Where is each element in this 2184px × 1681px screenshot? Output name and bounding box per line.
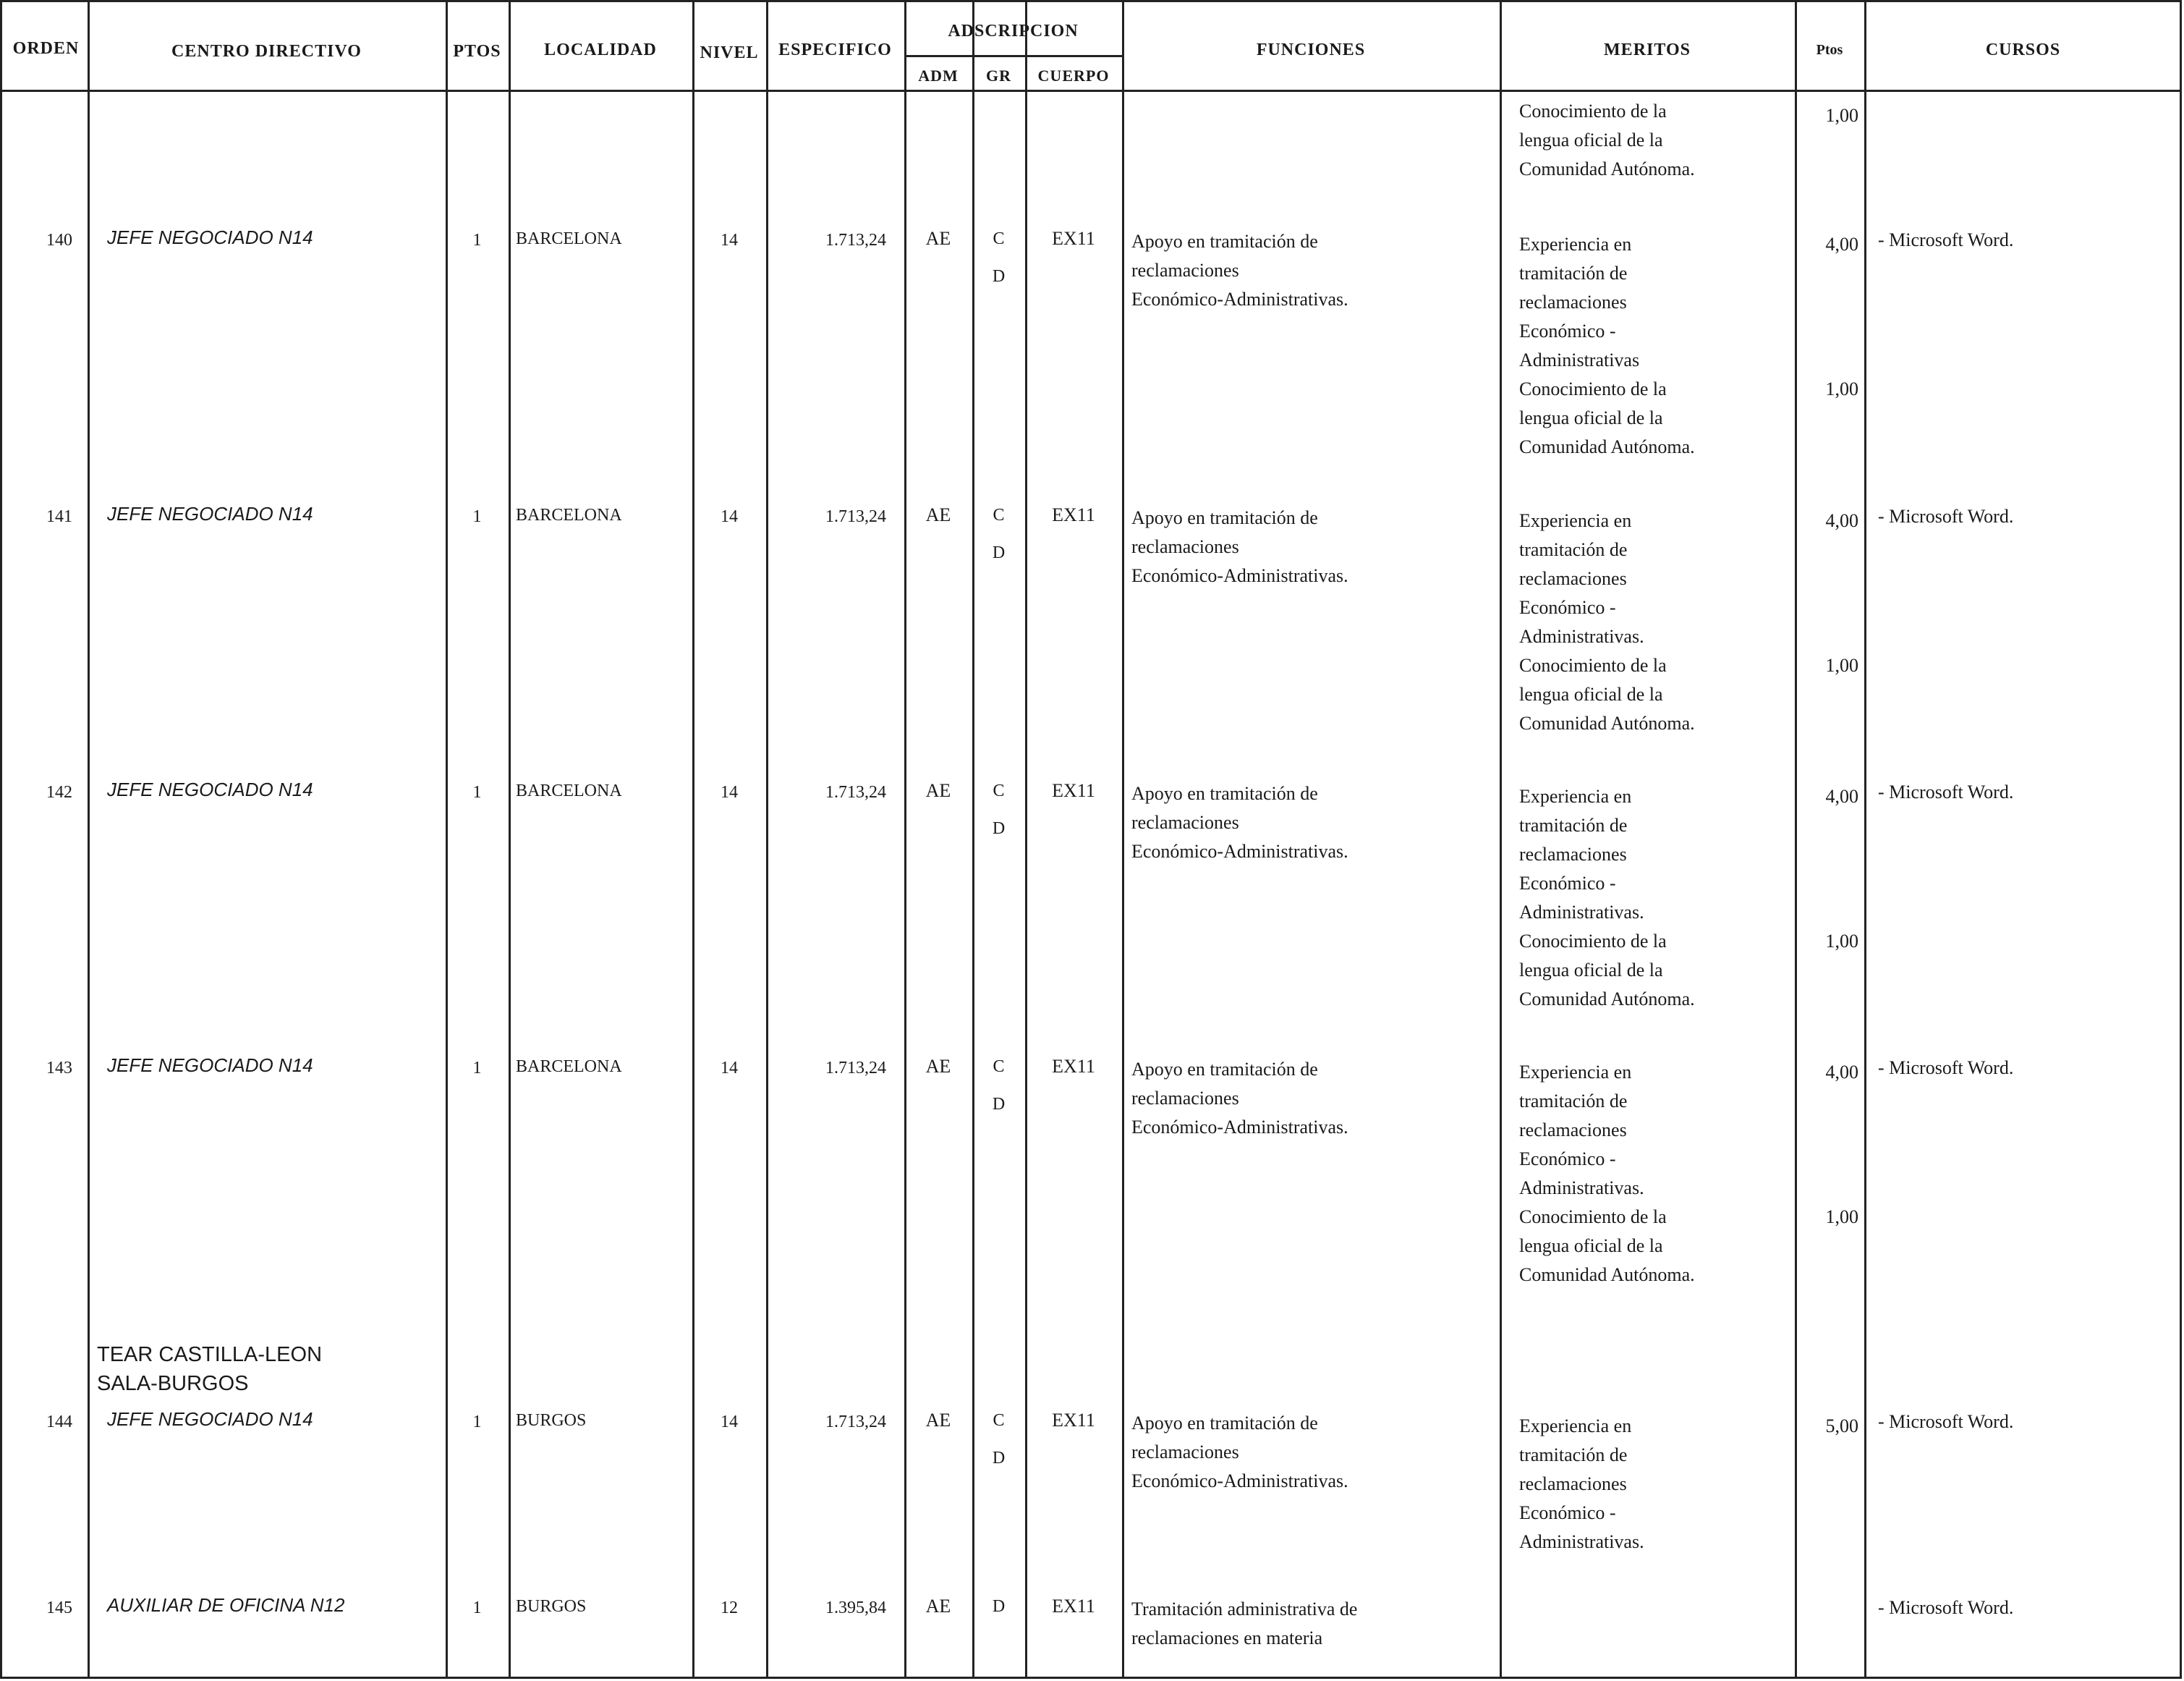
row-gr: C xyxy=(993,1057,1005,1076)
group-label-line: TEAR CASTILLA-LEON xyxy=(97,1343,323,1366)
row-localidad: BURGOS xyxy=(516,1411,587,1430)
row-ptos: 1 xyxy=(472,1413,482,1431)
row-cursos: - Microsoft Word. xyxy=(1878,229,2014,250)
row-merit-line: Conocimiento de la xyxy=(1519,931,1667,952)
row-gr: C xyxy=(993,782,1005,800)
row-merit-line: Económico - xyxy=(1519,597,1616,618)
carryover-merit-ptos: 1,00 xyxy=(1825,105,1858,126)
row-merit-line: lengua oficial de la xyxy=(1519,684,1663,705)
row-funciones-line: Apoyo en tramitación de xyxy=(1131,1059,1318,1080)
row-merit-line: Administrativas. xyxy=(1519,1531,1644,1552)
row-cursos: - Microsoft Word. xyxy=(1878,1057,2014,1078)
row-gr: D xyxy=(992,267,1006,286)
row-merit-line: Administrativas. xyxy=(1519,1177,1644,1198)
row-orden: 145 xyxy=(46,1599,72,1617)
row-funciones-line: Económico-Administrativas. xyxy=(1131,289,1348,310)
row-adm: AE xyxy=(925,1056,951,1077)
row-nivel: 14 xyxy=(721,783,738,802)
row-merit-line: Comunidad Autónoma. xyxy=(1519,436,1695,457)
row-merit-ptos: 1,00 xyxy=(1825,1206,1858,1227)
row-ptos: 1 xyxy=(472,507,482,526)
row-gr: D xyxy=(992,1449,1006,1468)
header-cuerpo: CUERPO xyxy=(1037,67,1110,85)
row-gr: C xyxy=(993,506,1005,525)
row-merit-line: reclamaciones xyxy=(1519,1473,1627,1494)
row-merit-ptos: 4,00 xyxy=(1825,234,1858,255)
row-merit-line: Comunidad Autónoma. xyxy=(1519,1264,1695,1285)
row-merit-line: reclamaciones xyxy=(1519,568,1627,589)
column-divider xyxy=(509,0,511,1679)
row-centro-directivo: JEFE NEGOCIADO N14 xyxy=(107,779,313,800)
row-merit-line: Experiencia en xyxy=(1519,234,1632,255)
header-cursos: CURSOS xyxy=(1985,41,2061,59)
row-funciones-line: Apoyo en tramitación de xyxy=(1131,231,1318,252)
row-nivel: 14 xyxy=(721,507,738,526)
row-merit-ptos: 1,00 xyxy=(1825,655,1858,676)
header-funciones: FUNCIONES xyxy=(1256,41,1366,59)
column-divider xyxy=(88,0,90,1679)
row-localidad: BARCELONA xyxy=(516,506,622,525)
header-orden: ORDEN xyxy=(12,39,80,58)
row-funciones-line: Tramitación administrativa de xyxy=(1131,1599,1358,1619)
row-merit-ptos: 4,00 xyxy=(1825,1062,1858,1083)
row-cursos: - Microsoft Word. xyxy=(1878,1411,2014,1432)
row-cuerpo: EX11 xyxy=(1052,1410,1095,1431)
row-funciones-line: reclamaciones xyxy=(1131,1088,1239,1109)
column-divider xyxy=(1864,0,1866,1679)
row-adm: AE xyxy=(925,1596,951,1617)
row-merit-line: Administrativas. xyxy=(1519,626,1644,647)
row-centro-directivo: JEFE NEGOCIADO N14 xyxy=(107,1054,313,1076)
row-merit-line: Económico - xyxy=(1519,1502,1616,1523)
row-centro-directivo: AUXILIAR DE OFICINA N12 xyxy=(107,1594,345,1616)
row-merit-line: Experiencia en xyxy=(1519,786,1632,807)
row-funciones-line: Económico-Administrativas. xyxy=(1131,1117,1348,1138)
header-adm: ADM xyxy=(918,67,959,85)
row-funciones-line: reclamaciones xyxy=(1131,260,1239,281)
adscripcion-subheader-line xyxy=(904,55,1122,57)
row-gr: D xyxy=(992,1597,1006,1616)
row-merit-line: tramitación de xyxy=(1519,539,1628,560)
row-centro-directivo: JEFE NEGOCIADO N14 xyxy=(107,1408,313,1430)
row-merit-line: lengua oficial de la xyxy=(1519,960,1663,981)
row-merit-line: tramitación de xyxy=(1519,1444,1628,1465)
row-adm: AE xyxy=(925,228,951,249)
header-adscripcion: ADSCRIPCION xyxy=(948,22,1079,41)
row-nivel: 14 xyxy=(721,231,738,250)
row-orden: 142 xyxy=(46,783,72,802)
row-merit-line: Comunidad Autónoma. xyxy=(1519,988,1695,1009)
row-funciones-line: Económico-Administrativas. xyxy=(1131,1470,1348,1491)
row-adm: AE xyxy=(925,1410,951,1431)
row-merit-line: Comunidad Autónoma. xyxy=(1519,713,1695,734)
row-orden: 141 xyxy=(46,507,72,526)
row-cursos: - Microsoft Word. xyxy=(1878,506,2014,527)
row-merit-ptos: 4,00 xyxy=(1825,786,1858,807)
row-centro-directivo: JEFE NEGOCIADO N14 xyxy=(107,503,313,525)
row-gr: D xyxy=(992,543,1006,562)
row-especifico: 1.713,24 xyxy=(825,507,886,526)
row-ptos: 1 xyxy=(472,1059,482,1077)
row-merit-line: Experiencia en xyxy=(1519,1062,1632,1083)
row-cuerpo: EX11 xyxy=(1052,228,1095,249)
row-merit-line: Experiencia en xyxy=(1519,1415,1632,1436)
row-gr: D xyxy=(992,1095,1006,1114)
row-funciones-line: reclamaciones xyxy=(1131,536,1239,557)
row-gr: C xyxy=(993,229,1005,248)
row-funciones-line: Económico-Administrativas. xyxy=(1131,565,1348,586)
row-merit-line: reclamaciones xyxy=(1519,844,1627,865)
row-funciones-line: Económico-Administrativas. xyxy=(1131,841,1348,862)
row-cuerpo: EX11 xyxy=(1052,504,1095,525)
row-localidad: BARCELONA xyxy=(516,782,622,800)
header-gr: GR xyxy=(986,67,1011,85)
row-funciones-line: reclamaciones en materia xyxy=(1131,1627,1323,1648)
column-divider xyxy=(1122,0,1124,1679)
row-merit-line: Económico - xyxy=(1519,1148,1616,1169)
row-adm: AE xyxy=(925,780,951,801)
row-merit-line: reclamaciones xyxy=(1519,292,1627,313)
row-funciones-line: Apoyo en tramitación de xyxy=(1131,1413,1318,1434)
row-gr: C xyxy=(993,1411,1005,1430)
row-cuerpo: EX11 xyxy=(1052,1596,1095,1617)
row-funciones-line: Apoyo en tramitación de xyxy=(1131,507,1318,528)
row-merit-line: Conocimiento de la xyxy=(1519,655,1667,676)
row-merit-line: Administrativas xyxy=(1519,350,1640,371)
header-ptos-meritos: Ptos xyxy=(1816,42,1843,58)
group-label-line: SALA-BURGOS xyxy=(97,1372,249,1395)
row-merit-line: lengua oficial de la xyxy=(1519,407,1663,428)
row-localidad: BARCELONA xyxy=(516,229,622,248)
row-cuerpo: EX11 xyxy=(1052,1056,1095,1077)
row-localidad: BARCELONA xyxy=(516,1057,622,1076)
row-merit-line: Conocimiento de la xyxy=(1519,1206,1667,1227)
row-adm: AE xyxy=(925,504,951,525)
row-merit-line: tramitación de xyxy=(1519,1091,1628,1112)
header-ptos: PTOS xyxy=(453,42,501,61)
row-ptos: 1 xyxy=(472,1599,482,1617)
row-funciones-line: reclamaciones xyxy=(1131,1441,1239,1462)
row-merit-ptos: 4,00 xyxy=(1825,510,1858,531)
row-especifico: 1.713,24 xyxy=(825,231,886,250)
row-merit-line: Experiencia en xyxy=(1519,510,1632,531)
row-orden: 140 xyxy=(46,231,72,250)
header-centro-directivo: CENTRO DIRECTIVO xyxy=(171,42,362,61)
header-nivel: NIVEL xyxy=(700,43,759,62)
header-bottom-line xyxy=(0,90,2182,92)
row-merit-line: Conocimiento de la xyxy=(1519,378,1667,399)
row-merit-ptos: 1,00 xyxy=(1825,378,1858,399)
carryover-merit-line: Conocimiento de la xyxy=(1519,101,1667,122)
carryover-merit-line: lengua oficial de la xyxy=(1519,130,1663,151)
row-funciones-line: Apoyo en tramitación de xyxy=(1131,783,1318,804)
row-orden: 143 xyxy=(46,1059,72,1077)
row-merit-line: Económico - xyxy=(1519,321,1616,342)
row-cursos: - Microsoft Word. xyxy=(1878,782,2014,803)
row-ptos: 1 xyxy=(472,783,482,802)
row-nivel: 14 xyxy=(721,1413,738,1431)
row-gr: D xyxy=(992,819,1006,838)
row-merit-line: tramitación de xyxy=(1519,815,1628,836)
row-ptos: 1 xyxy=(472,231,482,250)
header-especifico: ESPECIFICO xyxy=(778,41,892,59)
row-localidad: BURGOS xyxy=(516,1597,587,1616)
row-especifico: 1.395,84 xyxy=(825,1599,886,1617)
header-localidad: LOCALIDAD xyxy=(544,41,657,59)
row-merit-line: Económico - xyxy=(1519,873,1616,894)
row-merit-ptos: 5,00 xyxy=(1825,1415,1858,1436)
row-merit-line: reclamaciones xyxy=(1519,1119,1627,1140)
row-centro-directivo: JEFE NEGOCIADO N14 xyxy=(107,226,313,248)
header-meritos: MERITOS xyxy=(1604,41,1691,59)
row-merit-line: Administrativas. xyxy=(1519,902,1644,923)
row-funciones-line: reclamaciones xyxy=(1131,812,1239,833)
row-especifico: 1.713,24 xyxy=(825,1059,886,1077)
column-divider xyxy=(1500,0,1502,1679)
row-especifico: 1.713,24 xyxy=(825,783,886,802)
carryover-merit-line: Comunidad Autónoma. xyxy=(1519,158,1695,179)
row-nivel: 12 xyxy=(721,1599,738,1617)
row-cursos: - Microsoft Word. xyxy=(1878,1597,2014,1618)
row-merit-line: lengua oficial de la xyxy=(1519,1235,1663,1256)
row-nivel: 14 xyxy=(721,1059,738,1077)
row-especifico: 1.713,24 xyxy=(825,1413,886,1431)
row-merit-ptos: 1,00 xyxy=(1825,931,1858,952)
row-cuerpo: EX11 xyxy=(1052,780,1095,801)
row-orden: 144 xyxy=(46,1413,72,1431)
row-merit-line: tramitación de xyxy=(1519,263,1628,284)
